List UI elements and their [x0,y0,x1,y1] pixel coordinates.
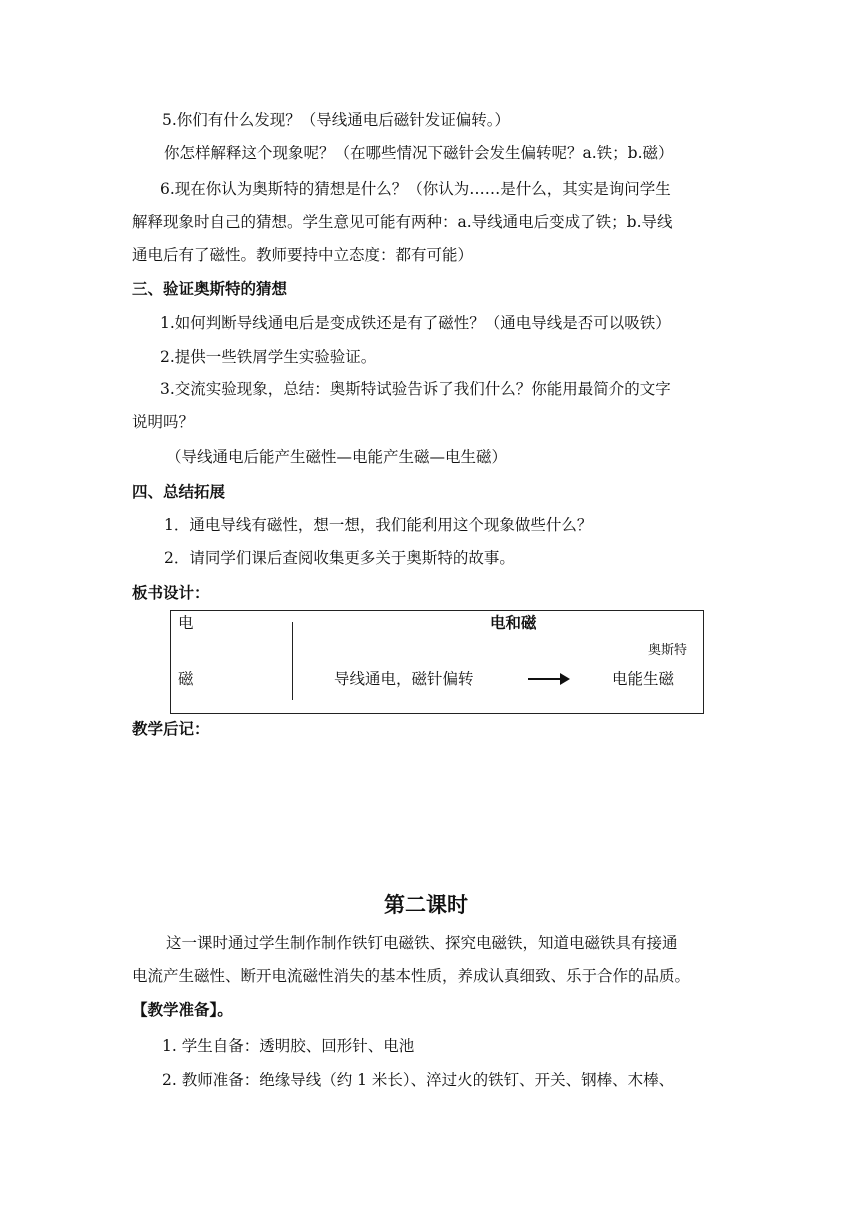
text-line: 2．请同学们课后查阅收集更多关于奥斯特的故事。 [164,549,515,567]
text-line: 你怎样解释这个现象呢？（在哪些情况下磁针会发生偏转呢？a.铁；b.磁） [164,144,674,162]
board-scientist: 奥斯特 [648,643,688,658]
board-design-box [170,610,704,714]
text-line: 2. 教师准备：绝缘导线（约 1 米长）、淬过火的铁钉、开关、钢棒、木棒、 [162,1071,675,1089]
prep-heading: 【教学准备】。 [132,1001,233,1019]
text-line: 6.现在你认为奥斯特的猜想是什么？（你认为……是什么，其实是询问学生 [160,180,671,198]
teaching-notes-label: 教学后记： [132,720,210,738]
board-phenomenon: 导线通电，磁针偏转 [334,670,474,688]
text-line: 1.如何判断导线通电后是变成铁还是有了磁性？（通电导线是否可以吸铁） [160,314,671,332]
text-line: 电流产生磁性、断开电流磁性消失的基本性质，养成认真细致、乐于合作的品质。 [132,967,691,985]
board-conclusion: 电能生磁 [612,670,675,688]
lesson2-title: 第二课时 [384,893,468,917]
text-line: 1．通电导线有磁性，想一想，我们能利用这个现象做些什么？ [164,516,593,534]
text-line: 2.提供一些铁屑学生实验验证。 [160,348,377,366]
arrow-right-icon [528,678,568,680]
board-left-top: 电 [178,614,194,632]
text-line: 通电后有了磁性。教师要持中立态度：都有可能） [132,246,474,264]
board-left-bottom: 磁 [178,670,194,688]
section-heading: 三、验证奥斯特的猜想 [132,280,288,298]
section-heading: 四、总结拓展 [132,483,226,501]
text-line: 5.你们有什么发现？（导线通电后磁针发证偏转。） [162,111,511,129]
text-line: （导线通电后能产生磁性—电能产生磁—电生磁） [166,448,508,466]
board-title: 电和磁 [490,614,537,632]
board-divider [292,622,293,700]
text-line: 这一课时通过学生制作制作铁钉电磁铁、探究电磁铁，知道电磁铁具有接通 [166,934,678,952]
text-line: 解释现象时自己的猜想。学生意见可能有两种：a.导线通电后变成了铁；b.导线 [132,213,673,231]
text-line: 1. 学生自备：透明胶、回形针、电池 [162,1037,415,1055]
text-line: 3.交流实验现象，总结：奥斯特试验告诉了我们什么？你能用最简介的文字 [160,380,671,398]
text-line: 说明吗？ [132,413,195,431]
board-design-label: 板书设计： [132,584,210,602]
